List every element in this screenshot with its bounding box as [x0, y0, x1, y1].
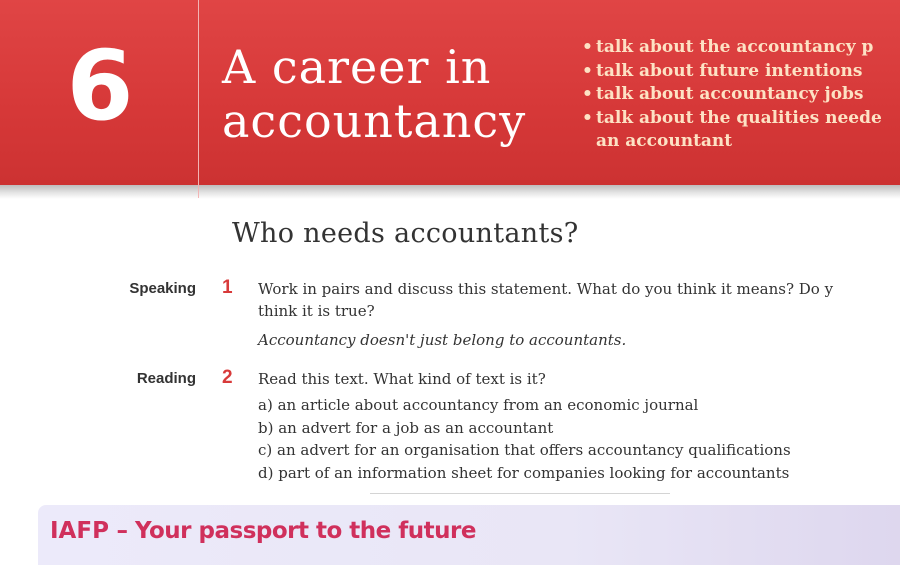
advert-brand: IAFP [50, 518, 109, 544]
exercise-number: 2 [222, 367, 233, 388]
objective-item-continuation [582, 130, 900, 154]
exercise-quote: Accountancy doesn't just belong to accountants. [258, 331, 627, 349]
unit-title-line-2: accountancy [222, 94, 527, 148]
answer-option: c) an advert for an organisation that offers accountancy qualifications [258, 441, 791, 459]
objective-text: talk about the accountancy p [596, 37, 874, 57]
objective-text: talk about accountancy jobs [596, 84, 864, 104]
separator-line [370, 493, 670, 494]
exercise-label-speaking: Speaking [129, 280, 196, 297]
objective-item [582, 60, 900, 84]
exercise-instruction-line-2: think it is true? [258, 302, 375, 320]
objective-text: talk about the qualities neede [596, 107, 882, 128]
bullet-icon: • [582, 60, 593, 81]
unit-number: 6 [66, 30, 134, 142]
objective-text: talk about future intentions [596, 60, 863, 81]
bullet-icon: • [582, 107, 593, 128]
advert-tagline: – Your passport to the future [108, 518, 476, 544]
objective-item [582, 36, 900, 60]
section-heading: Who needs accountants? [232, 218, 579, 249]
answer-option: d) part of an information sheet for companies looking for accountants [258, 463, 790, 482]
exercise-number: 1 [222, 277, 233, 298]
exercise-instruction: Read this text. What kind of text is it? [258, 370, 546, 388]
objective-item [582, 83, 900, 107]
bullet-icon: • [582, 84, 593, 104]
objective-text: an accountant [596, 131, 733, 151]
unit-title-line-1: A career in [222, 40, 492, 94]
banner-shadow [0, 185, 900, 199]
bullet-icon: • [582, 37, 593, 57]
header-divider [198, 0, 199, 198]
objective-item [582, 107, 900, 131]
unit-title [222, 40, 582, 148]
unit-objectives-list [582, 36, 900, 154]
advert-title [50, 518, 476, 544]
exercise-label-reading: Reading [136, 370, 196, 387]
answer-option: b) an advert for a job as an accountant [258, 418, 554, 437]
answer-option: a) an article about accountancy from an economic journal [258, 396, 699, 414]
exercise-instruction-line-1: Work in pairs and discuss this statement. What do you think it means? Do y [258, 280, 834, 298]
answer-options-list [258, 394, 791, 484]
